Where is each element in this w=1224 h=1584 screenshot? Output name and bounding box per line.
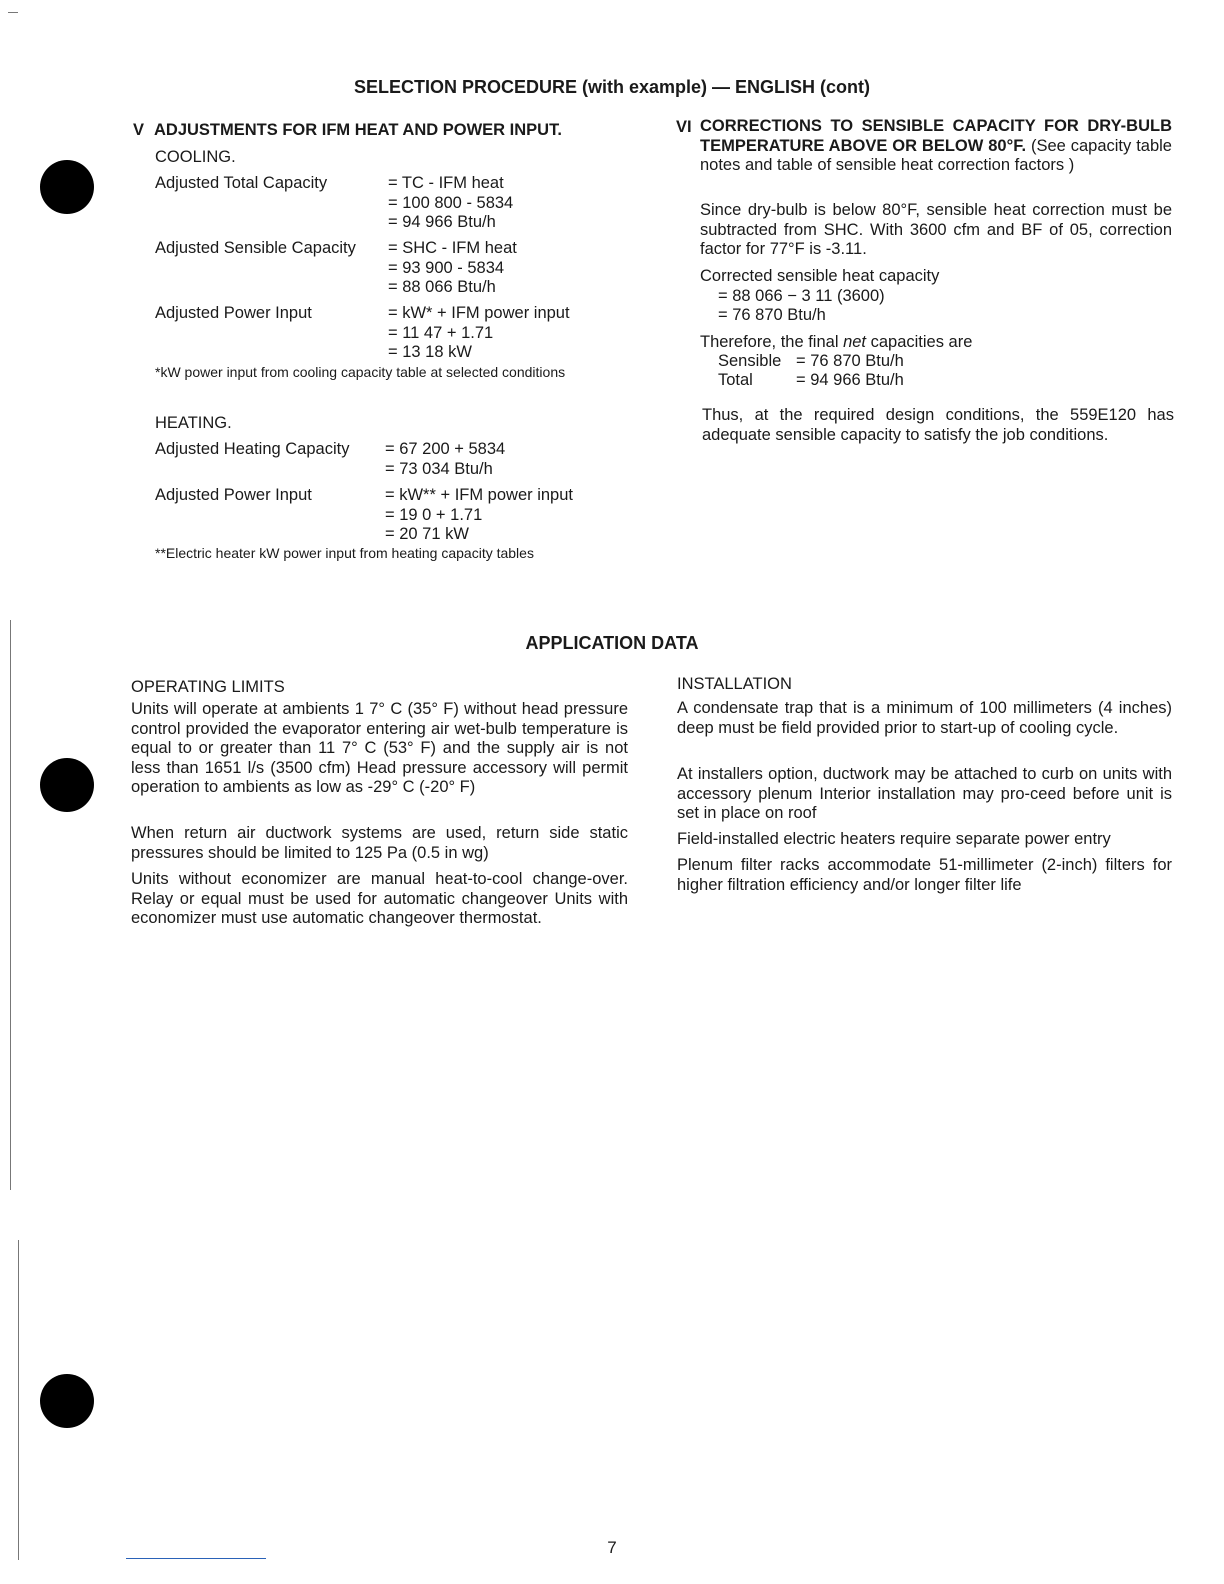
page-title: SELECTION PROCEDURE (with example) — ENGLISH (cont) [353,77,871,97]
section-vi-number: VI [676,118,692,136]
corrected-label: Corrected sensible heat capacity [700,267,940,285]
calc-line: = 67 200 + 5834 [385,440,506,458]
page-number: 7 [607,1538,617,1557]
final-intro: Therefore, the final net capacities are [700,333,973,351]
section-vi-heading-note: (See capacity table notes and table of sensible heat correction factors ) [700,136,1172,174]
application-data-title: APPLICATION DATA [525,633,699,653]
section-vi-para: Since dry-bulb is below 80°F, sensible heat correction must be subtracted from SHC. With 3600 cfm and BF of 05, correction factor for 77°F is -3.11. [700,201,1172,258]
calc-line: = 11 47 + 1.71 [388,323,494,342]
heating-label: HEATING. [155,414,232,432]
installation-para: Field-installed electric heaters require separate power entry [677,830,1111,848]
operating-limits-heading: OPERATING LIMITS [131,678,285,696]
final-total-value: = 94 966 Btu/h [796,371,904,389]
calc-line: = kW* + IFM power input [388,304,570,322]
cooling-label: COOLING. [155,148,236,166]
calc-line: = 88 066 Btu/h [388,278,496,296]
footer-rule [126,1558,266,1559]
cooling-footnote: *kW power input from cooling capacity table at selected conditions [155,364,566,380]
section-vi-heading-bold: CORRECTIONS TO SENSIBLE CAPACITY FOR DRY-BULB TEMPERATURE ABOVE OR BELOW 80°F. [700,117,1172,155]
calc-line: = SHC - IFM heat [388,239,517,257]
operating-limits-para: When return air ductwork systems are used, return side static pressures should be limited to 125 Pa (0.5 in wg) [131,824,628,862]
calc-label: Adjusted Power Input [155,486,312,504]
calc-line: = 73 034 Btu/h [385,459,493,478]
installation-para: At installers option, ductwork may be attached to curb on units with accessory plenum Interior installation may pro-ceed before unit is set in place on roof [677,765,1172,822]
final-intro-em: net [843,333,867,351]
operating-limits-para: Units will operate at ambients 1 7° C (35° F) without head pressure control provided the evaporator entering air wet-bulb temperature is equal to or greater than 11 7° C (53° F) and the supply air is not less than 1651 l/s (3500 cfm) Head pressure accessory will permit operation to ambients as low as -29° C (-20° F) [131,700,628,796]
section-v-heading: ADJUSTMENTS FOR IFM HEAT AND POWER INPUT. [154,121,562,139]
calc-line: = TC - IFM heat [388,174,504,192]
corrected-line: = 76 870 Btu/h [718,306,826,324]
final-sensible-value: = 76 870 Btu/h [796,352,904,370]
calc-line: = 13 18 kW [388,343,472,361]
margin-mark [18,1240,19,1560]
binder-hole-top [40,160,94,214]
calc-line: = 100 800 - 5834 [388,193,514,212]
installation-para: A condensate trap that is a minimum of 100 millimeters (4 inches) deep must be field provided prior to start-up of cooling cycle. [677,699,1172,737]
installation-para: Plenum filter racks accommodate 51-millimeter (2-inch) filters for higher filtration efficiency and/or longer filter life [677,856,1172,894]
calc-label: Adjusted Power Input [155,304,312,322]
margin-mark [10,620,11,1190]
calc-line: = kW** + IFM power input [385,486,573,504]
section-vi-conclusion: Thus, at the required design conditions, the 559E120 has adequate sensible capacity to satisfy the job conditions. [702,406,1174,444]
installation-heading: INSTALLATION [677,675,792,693]
corrected-line: = 88 066 − 3 11 (3600) [718,287,885,305]
section-v-number: V [133,121,145,139]
calc-label: Adjusted Total Capacity [155,174,328,192]
final-sensible-label: Sensible [718,352,782,370]
calc-line: = 19 0 + 1.71 [385,505,483,524]
binder-hole-middle [40,758,94,812]
calc-line: = 93 900 - 5834 [388,258,505,277]
heating-footnote: **Electric heater kW power input from heating capacity tables [155,545,534,561]
calc-label: Adjusted Sensible Capacity [155,239,356,257]
section-vi-heading [700,117,1172,176]
calc-line: = 20 71 kW [385,525,469,543]
final-total-label: Total [718,371,753,389]
operating-limits-para: Units without economizer are manual heat-to-cool change-over. Relay or equal must be used for automatic changeover Units with economizer must use automatic changeover thermostat. [131,870,628,927]
calc-line: = 94 966 Btu/h [388,213,496,231]
margin-mark [8,12,18,13]
calc-label: Adjusted Heating Capacity [155,440,350,458]
binder-hole-bottom [40,1374,94,1428]
